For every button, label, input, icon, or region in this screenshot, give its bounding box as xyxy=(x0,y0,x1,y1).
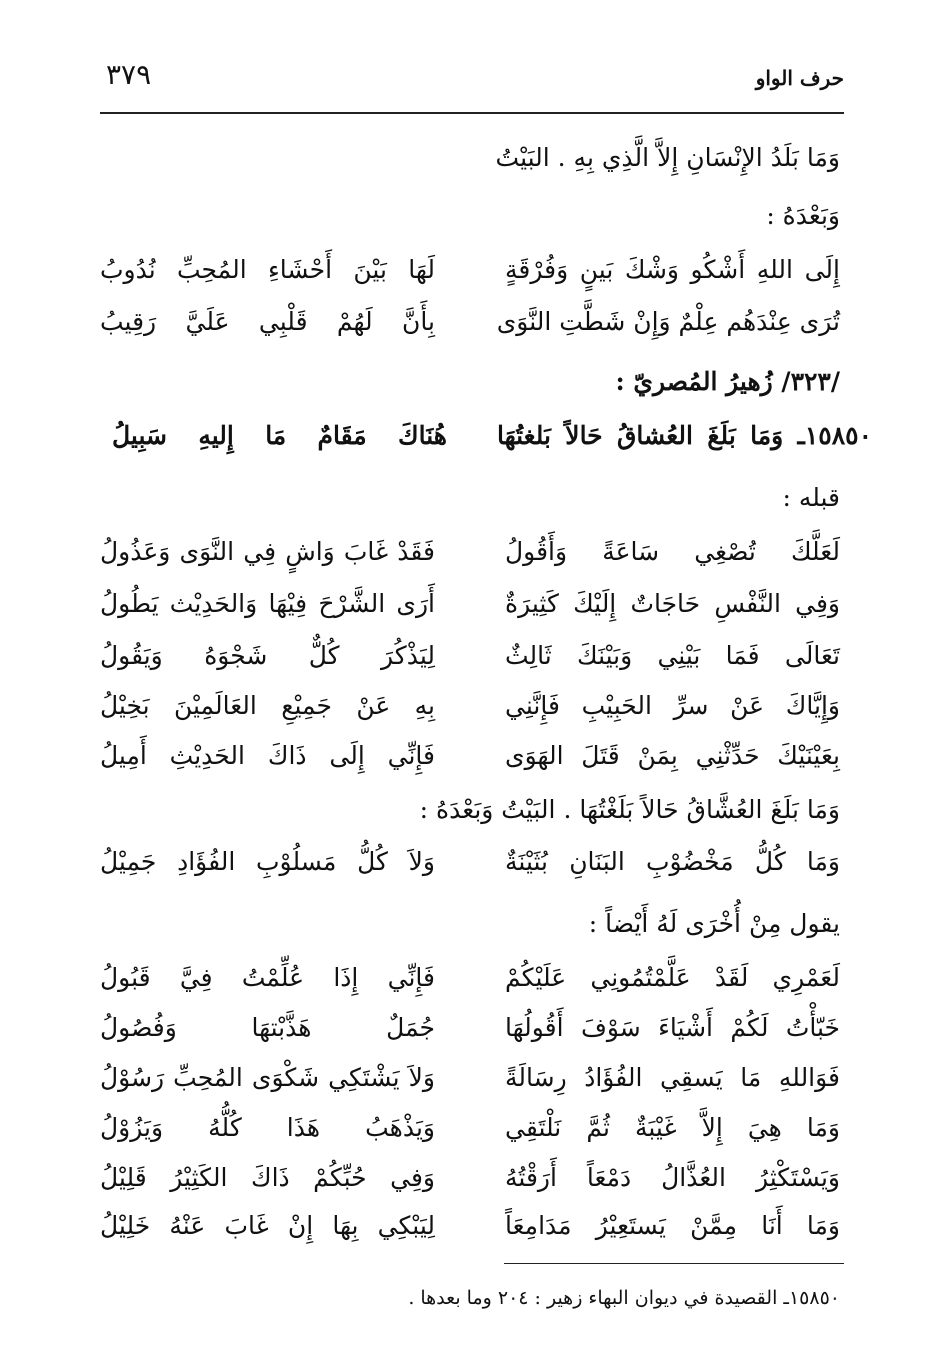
footnote: ١٥٨٥٠ـ القصيدة في ديوان البهاء زهير : ٢٠٤ وما بعدها . xyxy=(408,1287,840,1309)
verse-first-hemistich: وَإِيَّاكَ عَنْ سرِّ الحَبِيْبِ فَإِنَّنِي xyxy=(505,691,840,720)
verse xyxy=(100,584,840,624)
verse-first-hemistich: لَعَمْرِي لَقَدْ عَلَّمْتُمُونِي عَلَيْكُمْ xyxy=(505,963,840,992)
chapter-title: حرف الواو xyxy=(755,66,844,90)
footnote-rule xyxy=(504,1263,844,1264)
verse-second-hemistich: لَهَا بَيْنَ أَحْشَاءِ المُحِبِّ نُدُوبُ xyxy=(100,255,435,284)
page-number: ٣٧٩ xyxy=(106,58,152,91)
verse-second-hemistich: أَرَى الشَّرْحَ فِيْهَا وَالحَدِيْث يَطُولُ xyxy=(100,589,435,618)
verse xyxy=(100,1206,840,1246)
verse-second-hemistich: وَفِي حُبِّكُمْ ذَاكَ الكَثِيْرُ قَلِيْلُ xyxy=(100,1163,435,1192)
verse-second-hemistich: هُنَاكَ مَقَامٌ مَا إِليهِ سَبِيلُ xyxy=(112,421,447,450)
verse-first-hemistich: وَمَا هِيَ إِلاَّ غَيْبَةٌ ثُمَّ نَلْتَقِي xyxy=(505,1113,840,1142)
verse xyxy=(100,302,840,342)
verse-second-hemistich: وَلاَ يَشْتَكِي شَكْوَى المُحِبِّ رَسُوْلُ xyxy=(100,1063,435,1092)
verse-first-hemistich: خَبّأْتُ لَكُمْ أَشْيَاءَ سَوْفَ أَقُولُهَا xyxy=(505,1013,840,1042)
verse xyxy=(100,958,840,998)
verse xyxy=(100,532,840,572)
verse-first-hemistich: إِلَى اللهِ أَشْكُو وَشْكَ بَينٍ وَفُرْقَةٍ xyxy=(505,255,840,284)
prose-line: وَمَا بَلَغَ العُشَّاقُ حَالاً بَلَغْتُهَا . البَيْتُ وَبَعْدَهُ : xyxy=(419,795,840,824)
verse xyxy=(100,250,840,290)
verse-second-hemistich: فَقَدْ غَابَ وَاشٍ فِي النَّوَى وَعَذُولُ xyxy=(100,537,435,566)
verse-second-hemistich: بِأَنَّ لَهُمْ قَلْبِي عَلَيَّ رَقِيبُ xyxy=(100,307,435,336)
verse-second-hemistich: فَإِنِّي إِذَا عُلِّمْتُ فِيَّ قَبُولُ xyxy=(100,963,435,992)
verse xyxy=(100,1108,840,1148)
verse-first-hemistich: ١٥٨٥٠ـ وَمَا بَلَغَ العُشاقُ حَالاً بَلغتُهَا xyxy=(497,421,872,450)
page-header xyxy=(100,58,844,98)
verse-second-hemistich: لِيَبْكِي بِهَا إِنْ غَابَ عَنْهُ خَلِيْلُ xyxy=(100,1211,435,1240)
verse-second-hemistich: وَلاَ كُلُّ مَسلُوْبِ الفُؤَادِ جَمِيْلُ xyxy=(100,847,435,876)
verse-first-hemistich: تَعَالَى فَمَا بَيْنِي وَبَيْنَكَ ثَالِثٌ xyxy=(505,641,840,670)
verse xyxy=(100,636,840,676)
verse xyxy=(100,1158,840,1198)
verse-first-hemistich: بِعَيْنَيْكَ حَدِّثْنِي بِمَنْ قَتَلَ الهَوَى xyxy=(505,741,840,770)
verse-second-hemistich: لِيَذْكُرَ كُلٌّ شَجْوَهُ وَيَقُولُ xyxy=(100,641,435,670)
numbered-verse xyxy=(112,416,872,456)
verse xyxy=(100,686,840,726)
verse-second-hemistich: وَيَذْهَبُ هَذَا كُلُّهُ وَيَزُوْلُ xyxy=(100,1113,435,1142)
verse-first-hemistich: فَوَاللهِ مَا يَسقِي الفُؤَادُ رِسَالَةً xyxy=(505,1063,840,1092)
prose-line: وَبَعْدَهُ : xyxy=(766,201,840,230)
verse-first-hemistich: وَمَا أَنَا مِمَّنْ يَستَعِيْرُ مَدَامِعَاً xyxy=(505,1211,840,1240)
verse-first-hemistich: وَمَا كُلُّ مَخْضُوْبِ البَنَانِ بُثَيْنَةٌ xyxy=(505,847,840,876)
section-heading: /٣٢٣/ زُهيرُ المُصريّ : xyxy=(615,367,840,396)
prose-line: قبله : xyxy=(782,483,840,512)
verse xyxy=(100,736,840,776)
prose-line: وَمَا بَلَدُ الإِنْسَانِ إِلاَّ الَّذِي بِهِ . البَيْتُ xyxy=(495,143,840,172)
verse-first-hemistich: تُرَى عِنْدَهُم عِلْمٌ وَإِنْ شَطَّتِ النَّوَى xyxy=(496,307,840,336)
verse-first-hemistich: لَعَلَّكَ تُصْغِي سَاعَةً وَأَقُولُ xyxy=(505,537,840,566)
verse-second-hemistich: بِهِ عَنْ جَمِيْعِ العَالَمِيْنَ بَخِيْلُ xyxy=(100,691,435,720)
verse xyxy=(100,1008,840,1048)
verse-first-hemistich: وَيَسْتَكْثِرُ العُذَّالُ دَمْعَاً أَرَقْتُهُ xyxy=(505,1163,840,1192)
verse-first-hemistich: وَفِي النَّفْسِ حَاجَاتٌ إِلَيْكَ كَثِيرَةٌ xyxy=(505,589,840,618)
verse-second-hemistich: فَإِنِّي إِلَى ذَاكَ الحَدِيْثِ أَمِيلُ xyxy=(100,741,435,770)
verse xyxy=(100,842,840,882)
header-rule xyxy=(100,112,844,114)
prose-line: يقول مِنْ أُخْرَى لَهُ أَيْضاً : xyxy=(588,909,840,938)
verse xyxy=(100,1058,840,1098)
verse-second-hemistich: جُمَلٌ هَذَّبْتهَا وَفُصُولُ xyxy=(100,1013,435,1042)
